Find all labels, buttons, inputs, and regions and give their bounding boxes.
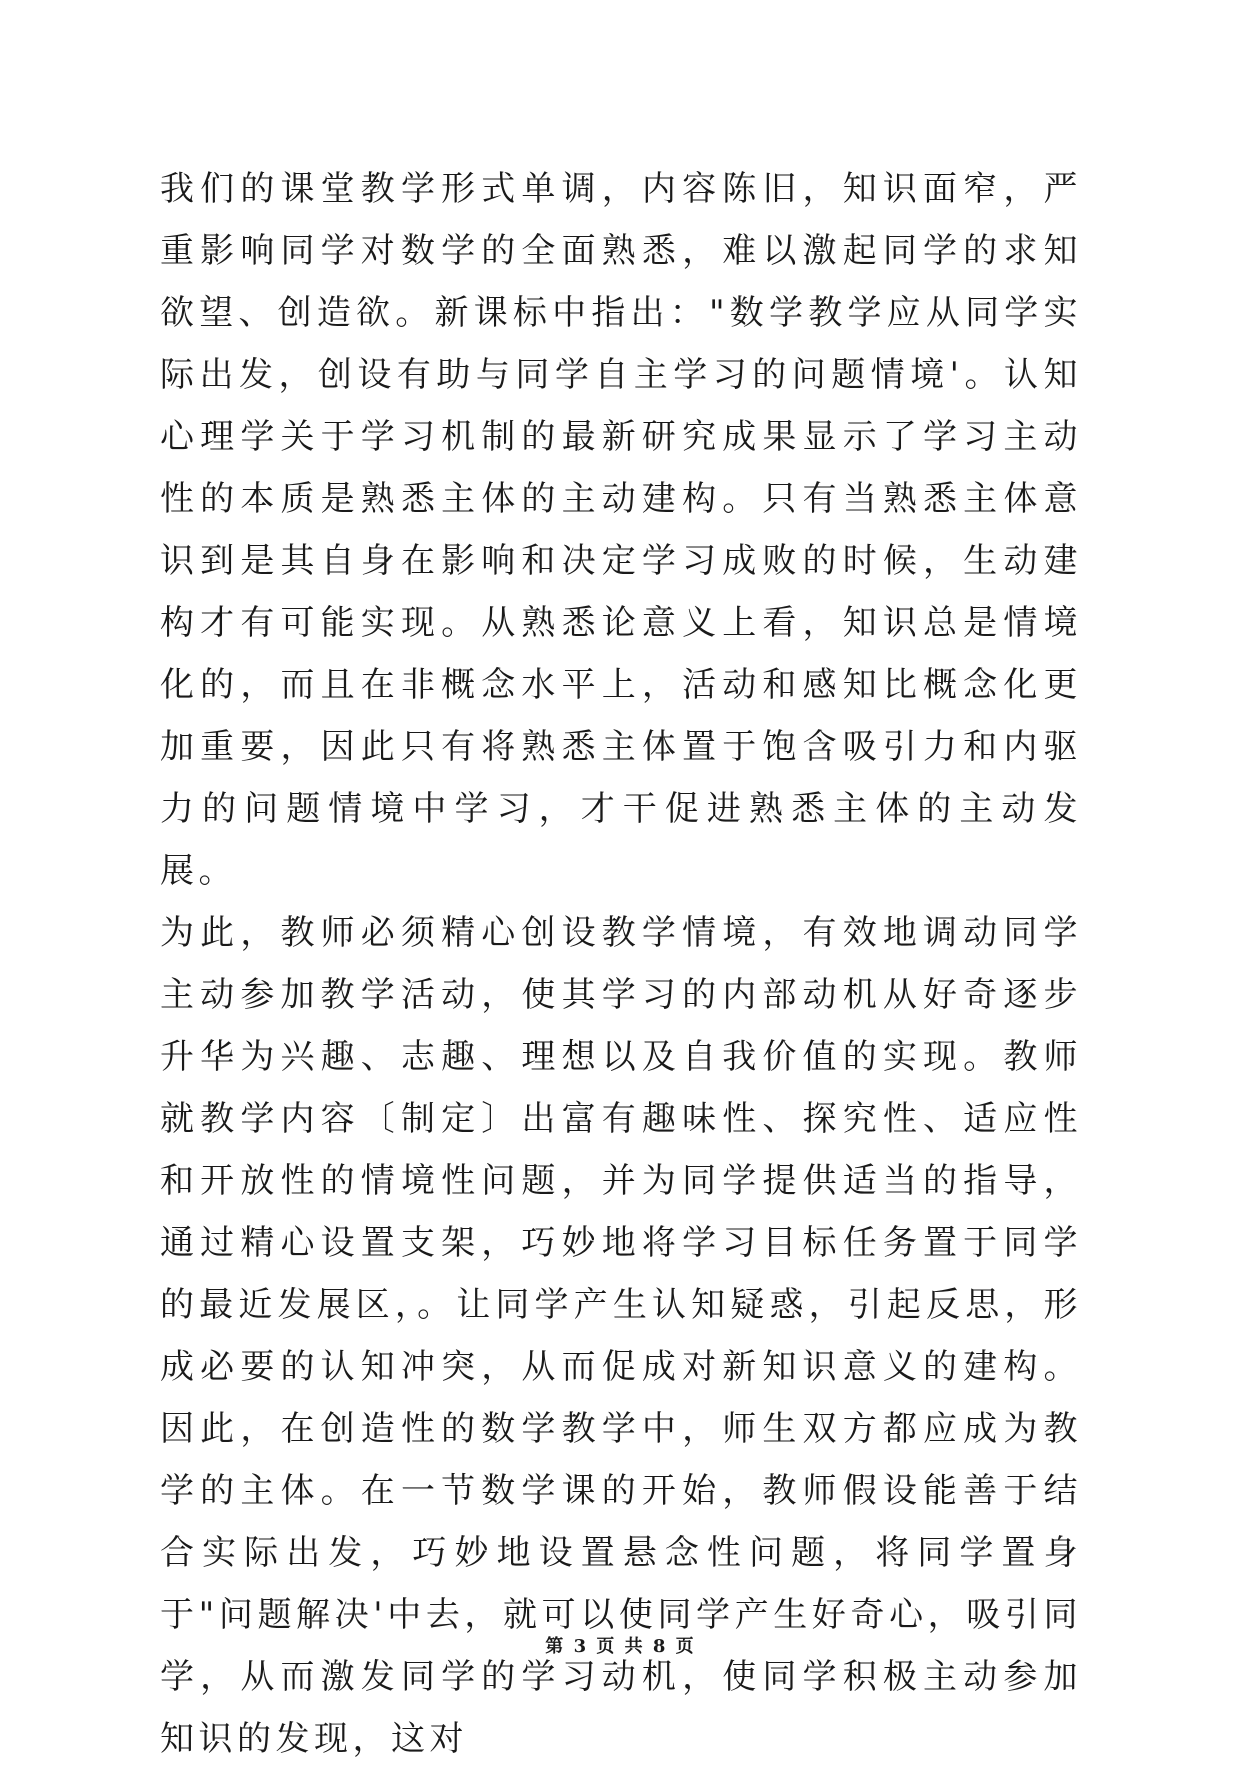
body-text — [160, 158, 1082, 1770]
page-number-footer: 第 3 页 共 8 页 — [545, 1636, 696, 1657]
paragraph-2: 为此，教师必须精心创设教学情境，有效地调动同学主动参加教学活动，使其学习的内部动机从好奇逐步升华为兴趣、志趣、理想以及自我价值的实现。教师就教学内容〔制定〕出富有趣味性、探究性、适应性和开放性的情境性问题，并为同学提供适当的指导，通过精心设置支架，巧妙地将学习目标任务置于同学的最近发展区，。让同学产生认知疑惑，引起反思，形成必要的认知冲突，从而促成对新知识意义的建构。因此，在创造性的数学教学中，师生双方都应成为教学的主体。在一节数学课的开始，教师假设能善于结合实际出发，巧妙地设置悬念性问题，将同学置身于"问题解决'中去，就可以使同学产生好奇心，吸引同学，从而激发同学的学习动机，使同学积极主动参加知识的发现，这对 — [160, 913, 1082, 1759]
paragraph-1: 我们的课堂教学形式单调，内容陈旧，知识面窄，严重影响同学对数学的全面熟悉，难以激起同学的求知欲望、创造欲。新课标中指出："数学教学应从同学实际出发，创设有助与同学自主学习的问题情境'。认知心理学关于学习机制的最新研究成果显示了学习主动性的本质是熟悉主体的主动建构。只有当熟悉主体意识到是其自身在影响和决定学习成败的时候，生动建构才有可能实现。从熟悉论意义上看，知识总是情境化的，而且在非概念水平上，活动和感知比概念化更加重要，因此只有将熟悉主体置于饱含吸引力和内驱力的问题情境中学习，才干促进熟悉主体的主动发展。 — [160, 169, 1082, 891]
